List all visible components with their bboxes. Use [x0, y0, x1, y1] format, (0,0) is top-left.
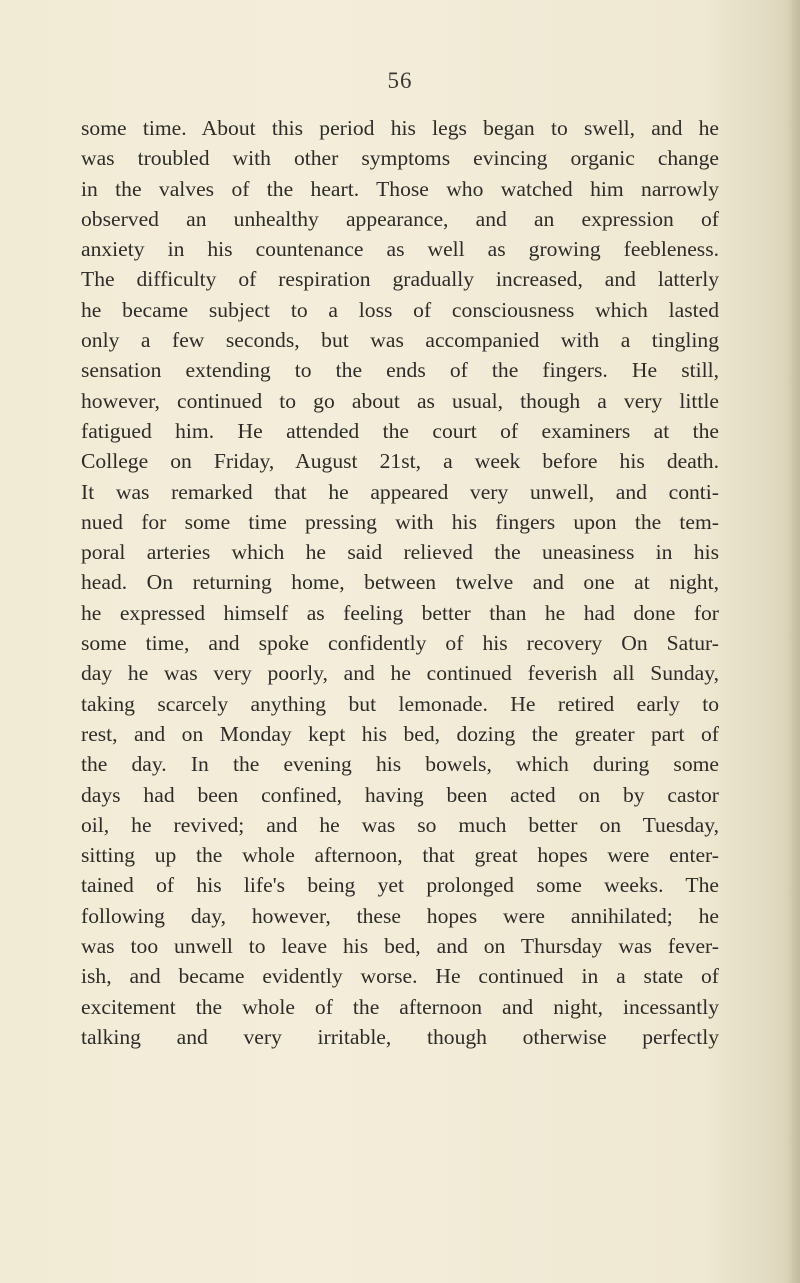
page-number: 56 — [387, 68, 413, 93]
text-line-3: in the valves of the heart. Those who watched him narrowly — [81, 176, 719, 201]
text-line-12: College on Friday, August 21st, a week before his death. — [81, 449, 719, 474]
text-line-4: observed an unhealthy appearance, and an expression of — [81, 206, 719, 231]
text-line-5: anxiety in his countenance as well as growing feebleness. — [81, 237, 719, 262]
text-line-1: some time. About this period his legs began to swell, and he — [81, 116, 719, 140]
text-line-30: excitement the whole of the afternoon and night, incessantly — [81, 994, 719, 1019]
text-line-6: The difficulty of respiration gradually increased, and latterly — [81, 267, 719, 292]
text-line-19: day he was very poorly, and he continued feverish all Sunday, — [81, 661, 719, 686]
text-line-27: following day, however, these hopes were annihilated; he — [81, 903, 719, 928]
text-line-28: was too unwell to leave his bed, and on Thursday was fever- — [81, 934, 719, 959]
text-line-25: sitting up the whole afternoon, that great hopes were enter- — [81, 843, 719, 868]
text-line-7: he became subject to a loss of consciousness which lasted — [81, 297, 719, 322]
text-line-22: the day. In the evening his bowels, which during some — [81, 752, 719, 777]
text-line-10: however, continued to go about as usual, though a very little — [81, 388, 719, 413]
text-line-2: was troubled with other symptoms evincing organic change — [81, 146, 719, 171]
text-line-31: talking and very irritable, though otherwise perfectly — [81, 1024, 719, 1049]
text-line-23: days had been confined, having been acted on by castor — [81, 782, 719, 807]
body-text — [81, 113, 719, 1052]
text-line-15: poral arteries which he said relieved the uneasiness in his — [81, 540, 719, 565]
text-line-20: taking scarcely anything but lemonade. He retired early to — [81, 691, 719, 716]
text-line-26: tained of his life's being yet prolonged some weeks. The — [81, 873, 719, 898]
text-line-24: oil, he revived; and he was so much better on Tuesday, — [81, 812, 719, 837]
text-line-18: some time, and spoke confidently of his recovery On Satur- — [81, 631, 719, 656]
text-line-13: It was remarked that he appeared very unwell, and conti- — [81, 479, 719, 504]
text-line-9: sensation extending to the ends of the fingers. He still, — [81, 358, 719, 383]
text-line-17: he expressed himself as feeling better than he had done for — [81, 600, 719, 625]
page-edge-shadow — [786, 0, 800, 1283]
text-line-21: rest, and on Monday kept his bed, dozing the greater part of — [81, 721, 719, 746]
text-line-11: fatigued him. He attended the court of examiners at the — [81, 418, 719, 443]
text-line-16: head. On returning home, between twelve and one at night, — [81, 570, 719, 595]
text-line-29: ish, and became evidently worse. He continued in a state of — [81, 964, 719, 989]
text-line-14: nued for some time pressing with his fingers upon the tem- — [81, 509, 719, 534]
text-line-8: only a few seconds, but was accompanied with a tingling — [81, 328, 719, 353]
